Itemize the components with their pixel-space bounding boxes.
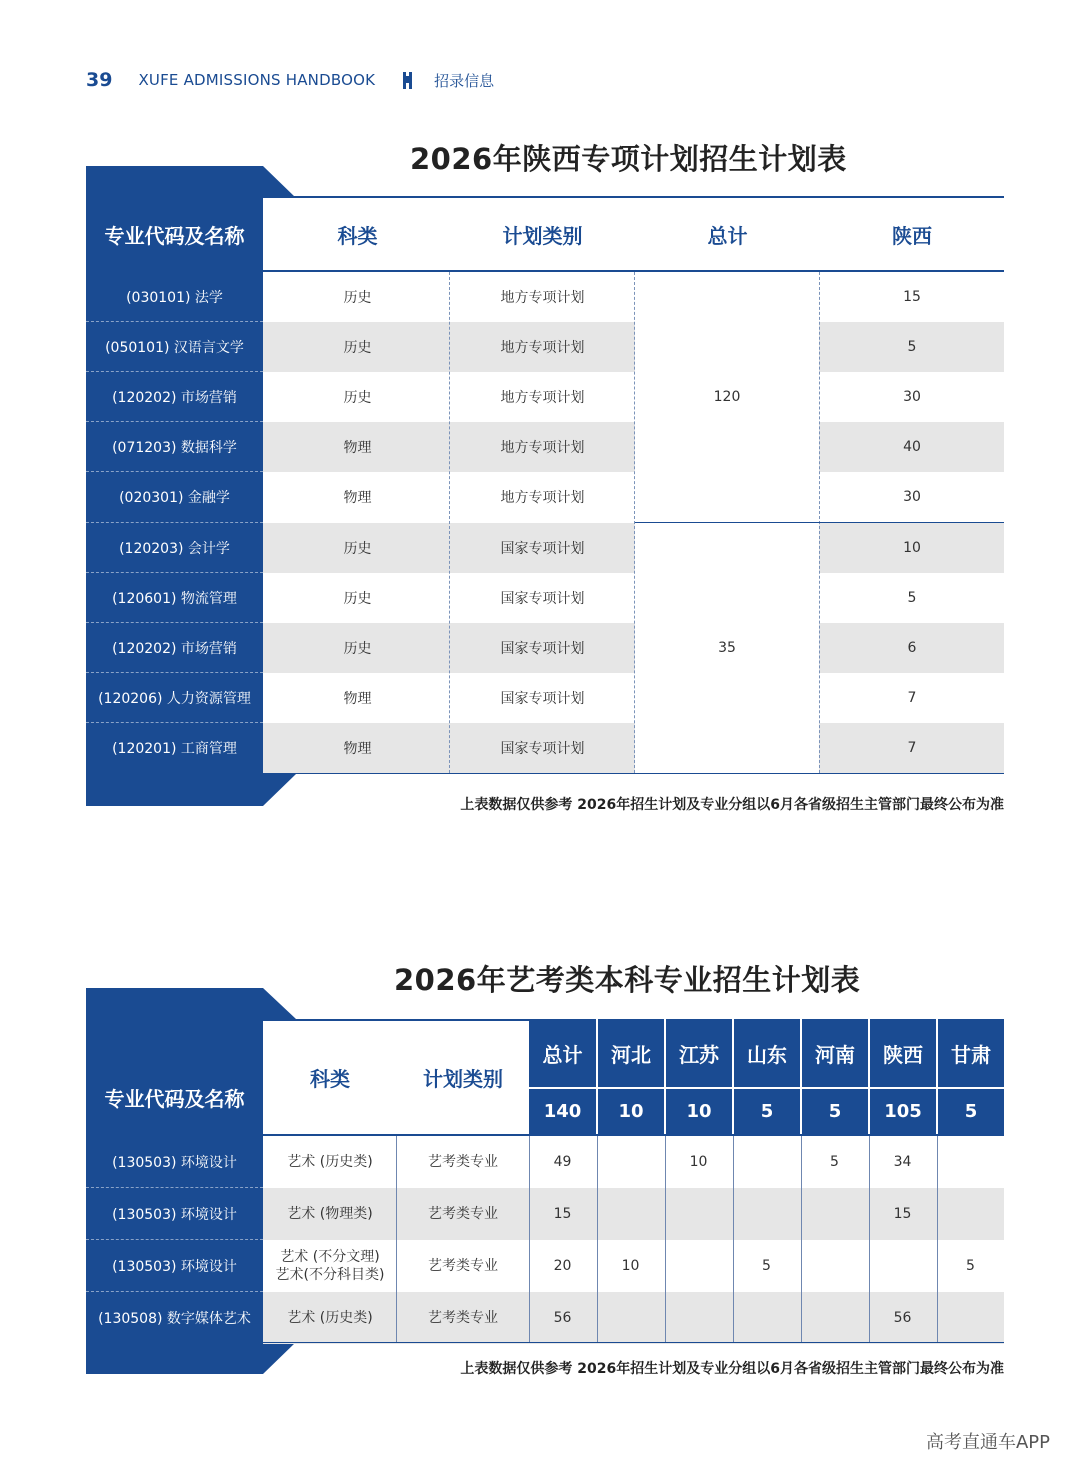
- grid-line: [665, 1136, 666, 1342]
- province-gansu-label: 甘肃: [951, 1042, 991, 1067]
- shaanxi-cell: 6: [907, 640, 917, 656]
- page-number: 39: [86, 69, 113, 91]
- shaanxi-cell: 30: [903, 489, 921, 505]
- table-row: [86, 723, 1004, 773]
- value-cell: [937, 1292, 1004, 1344]
- value-cell: 49: [553, 1154, 572, 1170]
- subject-cell: 历史: [343, 591, 372, 607]
- table-row: [86, 1188, 1004, 1240]
- table1-col-subject: 科类: [337, 223, 378, 248]
- major-name: (120601) 物流管理: [112, 591, 237, 607]
- page-header: [86, 66, 494, 94]
- table-row: [86, 523, 1004, 573]
- major-name: (120201) 工商管理: [112, 741, 237, 757]
- province-shandong-value: 5: [760, 1100, 774, 1122]
- major-name: (120203) 会计学: [119, 541, 230, 557]
- value-cell: [597, 1292, 664, 1344]
- value-cell: [801, 1188, 868, 1240]
- table-row: [86, 1240, 1004, 1292]
- grid-line: [869, 1136, 870, 1342]
- value-cell: [733, 1188, 800, 1240]
- grid-line: [396, 1136, 397, 1342]
- grid-line: [86, 1187, 263, 1188]
- plan-cell: 地方专项计划: [500, 340, 585, 356]
- table2-col-plan: 计划类别: [423, 1066, 503, 1091]
- subject-cell: [263, 1240, 397, 1292]
- value-cell: [801, 1292, 868, 1344]
- shaanxi-cell: 7: [907, 740, 917, 756]
- plan-cell: 艺考类专业: [428, 1310, 498, 1326]
- value-cell: 15: [893, 1206, 912, 1222]
- grid-line: [597, 1136, 598, 1342]
- subject-cell: 历史: [343, 340, 372, 356]
- table2-bottom-rule: [263, 1342, 1004, 1343]
- grid-line: [86, 321, 263, 322]
- value-cell: [733, 1292, 800, 1344]
- major-name: (130508) 数字媒体艺术: [98, 1311, 251, 1327]
- table-row: [86, 322, 1004, 372]
- handbook-title: XUFE ADMISSIONS HANDBOOK: [138, 71, 376, 89]
- value-cell: [869, 1240, 936, 1292]
- major-name: (020301) 金融学: [119, 490, 230, 506]
- value-cell: [665, 1188, 732, 1240]
- value-cell: 5: [966, 1258, 975, 1274]
- subject-cell: 历史: [343, 541, 372, 557]
- grid-line: [449, 272, 450, 773]
- plan-cell: 艺考类专业: [428, 1258, 498, 1274]
- table2-left-header: 专业代码及名称: [104, 1086, 245, 1111]
- table1-col-shaanxi: 陕西: [892, 223, 932, 248]
- value-cell: 10: [689, 1154, 708, 1170]
- grid-line: [937, 1136, 938, 1342]
- shaanxi-cell: 30: [903, 389, 921, 405]
- subject-cell: 历史: [343, 641, 372, 657]
- table-row: [86, 272, 1004, 322]
- plan-cell: 地方专项计划: [500, 390, 585, 406]
- major-name: (050101) 汉语言文学: [105, 340, 244, 356]
- major-name: (120206) 人力资源管理: [98, 691, 251, 707]
- table-row: [86, 1292, 1004, 1344]
- subject-cell: 艺术 (历史类): [287, 1154, 373, 1170]
- table-row: [86, 472, 1004, 522]
- value-cell: 56: [553, 1310, 572, 1326]
- value-cell: [597, 1136, 664, 1188]
- grid-line: [86, 622, 263, 623]
- province-shaanxi-label: 陕西: [883, 1042, 923, 1067]
- subject-line-2: 艺术(不分科目类): [275, 1267, 385, 1283]
- subject-line-1: 艺术 (不分文理): [280, 1249, 380, 1265]
- shaanxi-cell: 40: [903, 439, 921, 455]
- grid-line: [733, 1136, 734, 1342]
- plan-cell: 艺考类专业: [428, 1154, 498, 1170]
- table-row: [86, 623, 1004, 673]
- castle-icon: [401, 72, 414, 89]
- grid-line: [86, 572, 263, 573]
- table-row: [86, 372, 1004, 422]
- table1-col-total: 总计: [707, 223, 748, 248]
- province-shaanxi-value: 105: [884, 1100, 922, 1122]
- table-row: [86, 573, 1004, 623]
- grid-line: [86, 722, 263, 723]
- shaanxi-cell: 10: [903, 540, 921, 556]
- grid-line: [86, 672, 263, 673]
- table1-bottom-rule: [263, 773, 1004, 774]
- value-cell: [937, 1136, 1004, 1188]
- major-name: (120202) 市场营销: [112, 390, 237, 406]
- value-cell: [937, 1188, 1004, 1240]
- value-cell: [733, 1136, 800, 1188]
- subject-cell: 历史: [343, 290, 372, 306]
- table-row: [86, 673, 1004, 723]
- province-henan-value: 5: [828, 1100, 842, 1122]
- province-gansu-value: 5: [964, 1100, 978, 1122]
- subject-cell: 物理: [343, 440, 372, 456]
- subject-cell: 艺术 (物理类): [287, 1206, 373, 1222]
- major-name: (030101) 法学: [126, 290, 223, 306]
- value-cell: [665, 1292, 732, 1344]
- table1-title: 2026年陕西专项计划招生计划表: [410, 142, 847, 176]
- value-cell: [665, 1240, 732, 1292]
- major-name: (130503) 环境设计: [112, 1259, 237, 1275]
- table-row: [86, 422, 1004, 472]
- province-shandong-label: 山东: [747, 1042, 787, 1067]
- major-name: (071203) 数据科学: [112, 440, 237, 456]
- subject-cell: 历史: [343, 390, 372, 406]
- province-jiangsu-label: 江苏: [679, 1042, 719, 1067]
- plan-cell: 国家专项计划: [500, 691, 585, 707]
- plan-cell: 国家专项计划: [500, 741, 585, 757]
- major-name: (120202) 市场营销: [112, 641, 237, 657]
- section-title: 招录信息: [434, 71, 495, 90]
- subject-cell: 物理: [343, 741, 372, 757]
- subject-cell: 艺术 (历史类): [287, 1310, 373, 1326]
- grid-line: [86, 421, 263, 422]
- plan-cell: 地方专项计划: [500, 290, 585, 306]
- table-row: [86, 1136, 1004, 1188]
- shaanxi-cell: 7: [907, 690, 917, 706]
- watermark: 高考直通车APP: [925, 1432, 1050, 1453]
- table1-col-plan: 计划类别: [502, 223, 583, 248]
- table1-note: 上表数据仅供参考 2026年招生计划及专业分组以6月各省级招生主管部门最终公布为准: [460, 797, 1004, 813]
- subject-cell: 物理: [343, 490, 372, 506]
- value-cell: 5: [762, 1258, 771, 1274]
- plan-cell: 地方专项计划: [500, 490, 585, 506]
- grid-line: [86, 371, 263, 372]
- value-cell: 20: [553, 1258, 572, 1274]
- plan-cell: 地方专项计划: [500, 440, 585, 456]
- grid-line: [86, 471, 263, 472]
- plan-cell: 国家专项计划: [500, 591, 585, 607]
- province-hebei-label: 河北: [611, 1042, 651, 1067]
- plan-cell: 艺考类专业: [428, 1206, 498, 1222]
- province-henan-label: 河南: [815, 1042, 855, 1067]
- group-divider: [635, 522, 1004, 523]
- value-cell: 34: [893, 1154, 912, 1170]
- province-hebei-value: 10: [618, 1100, 644, 1122]
- subject-cell: 物理: [343, 691, 372, 707]
- total-cell-local: 120: [635, 272, 819, 522]
- grid-line: [86, 1239, 263, 1240]
- table2-title: 2026年艺考类本科专业招生计划表: [394, 963, 861, 997]
- total-cell-national: 35: [635, 523, 819, 773]
- province-total-label: 总计: [542, 1042, 583, 1067]
- shaanxi-cell: 5: [907, 590, 917, 606]
- grid-line: [86, 522, 263, 523]
- province-jiangsu-value: 10: [686, 1100, 712, 1122]
- major-name: (130503) 环境设计: [112, 1207, 237, 1223]
- table2-note: 上表数据仅供参考 2026年招生计划及专业分组以6月各省级招生主管部门最终公布为准: [460, 1361, 1004, 1377]
- table2-col-subject: 科类: [310, 1066, 350, 1091]
- plan-cell: 国家专项计划: [500, 641, 585, 657]
- grid-line: [529, 1136, 530, 1342]
- major-name: (130503) 环境设计: [112, 1155, 237, 1171]
- value-cell: 15: [553, 1206, 572, 1222]
- value-cell: 56: [893, 1310, 912, 1326]
- value-cell: 5: [830, 1154, 839, 1170]
- value-cell: 10: [621, 1258, 640, 1274]
- grid-line: [801, 1136, 802, 1342]
- value-cell: [597, 1188, 664, 1240]
- shaanxi-cell: 5: [907, 339, 917, 355]
- plan-cell: 国家专项计划: [500, 541, 585, 557]
- table1-left-header: 专业代码及名称: [104, 223, 245, 248]
- grid-line: [86, 1291, 263, 1292]
- shaanxi-cell: 15: [903, 289, 921, 305]
- value-cell: [801, 1240, 868, 1292]
- province-total-value: 140: [543, 1100, 582, 1122]
